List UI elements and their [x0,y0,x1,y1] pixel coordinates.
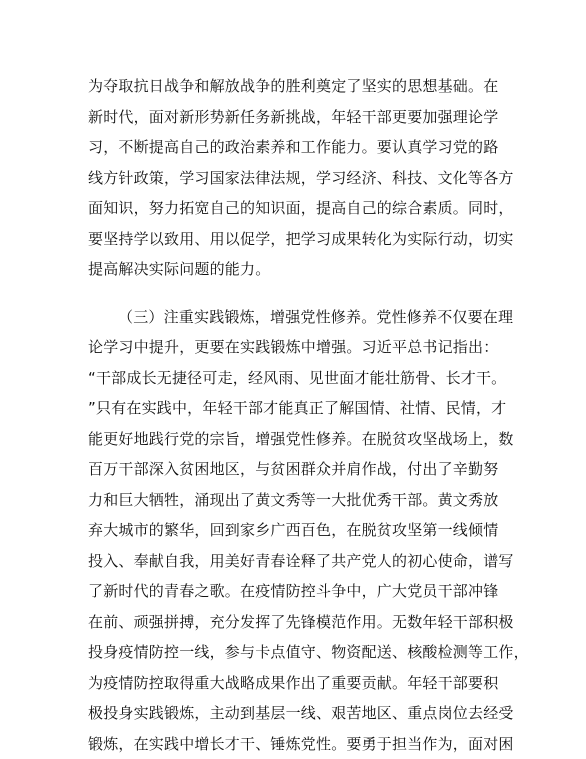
text-line: 为疫情防控取得重大战略成果作出了重要贡献。年轻干部要积 [88,673,499,692]
text-line: 锻炼，在实践中增长才干、锤炼党性。要勇于担当作为，面对困 [88,734,514,753]
document-body [88,71,529,759]
text-line: 力和巨大牺牲，涌现出了黄文秀等一大批优秀干部。黄文秀放 [88,490,499,509]
text-line: 要坚持学以致用、用以促学，把学习成果转化为实际行动，切实 [88,229,514,248]
text-line: 线方针政策，学习国家法律法规，学习经济、科技、文化等各方 [88,168,514,187]
text-line: 为夺取抗日战争和解放战争的胜利奠定了坚实的思想基础。在 [88,77,499,95]
text-line: 极投身实践锻炼，主动到基层一线、艰苦地区、重点岗位去经受 [88,704,514,722]
section-heading-line: （三）注重实践锻炼，增强党性修养。党性修养不仅要在理 [118,307,514,326]
text-line: 能更好地践行党的宗旨，增强党性修养。在脱贫攻坚战场上，数 [88,429,514,448]
text-line: 新时代，面对新形势新任务新挑战，年轻干部更要加强理论学 [88,107,499,126]
text-line: ”只有在实践中，年轻干部才能真正了解国情、社情、民情，才 [88,399,507,417]
paragraph-1 [88,71,514,285]
text-line: 在前、顽强拼搏，充分发挥了先锋模范作用。无数年轻干部积极 [88,612,514,631]
text-line: 弃大城市的繁华，回到家乡广西百色，在脱贫攻坚第一线倾情 [88,521,499,539]
paragraph-spacer [88,285,508,302]
text-line: 面知识，努力拓宽自己的知识面，提高自己的综合素质。同时， [88,199,514,217]
text-line: 百万干部深入贫困地区，与贫困群众并肩作战，付出了辛勤努 [88,460,499,478]
text-line: 论学习中提升，更要在实践锻炼中增强。习近平总书记指出： [88,338,499,356]
paragraph-2 [88,302,529,759]
text-line: 了新时代的青春之歌。在疫情防控斗争中，广大党员干部冲锋 [88,582,499,600]
text-line: 投身疫情防控一线，参与卡点值守、物资配送、核酸检测等工作， [88,643,529,661]
text-line: 习，不断提高自己的政治素养和工作能力。要认真学习党的路 [88,138,499,156]
text-line: “干部成长无捷径可走，经风雨、见世面才能壮筋骨、长才干。 [88,368,507,387]
text-line: 提高解决实际问题的能力。 [88,260,271,278]
text-line: 投入、奉献自我，用美好青春诠释了共产党人的初心使命，谱写 [88,551,514,570]
